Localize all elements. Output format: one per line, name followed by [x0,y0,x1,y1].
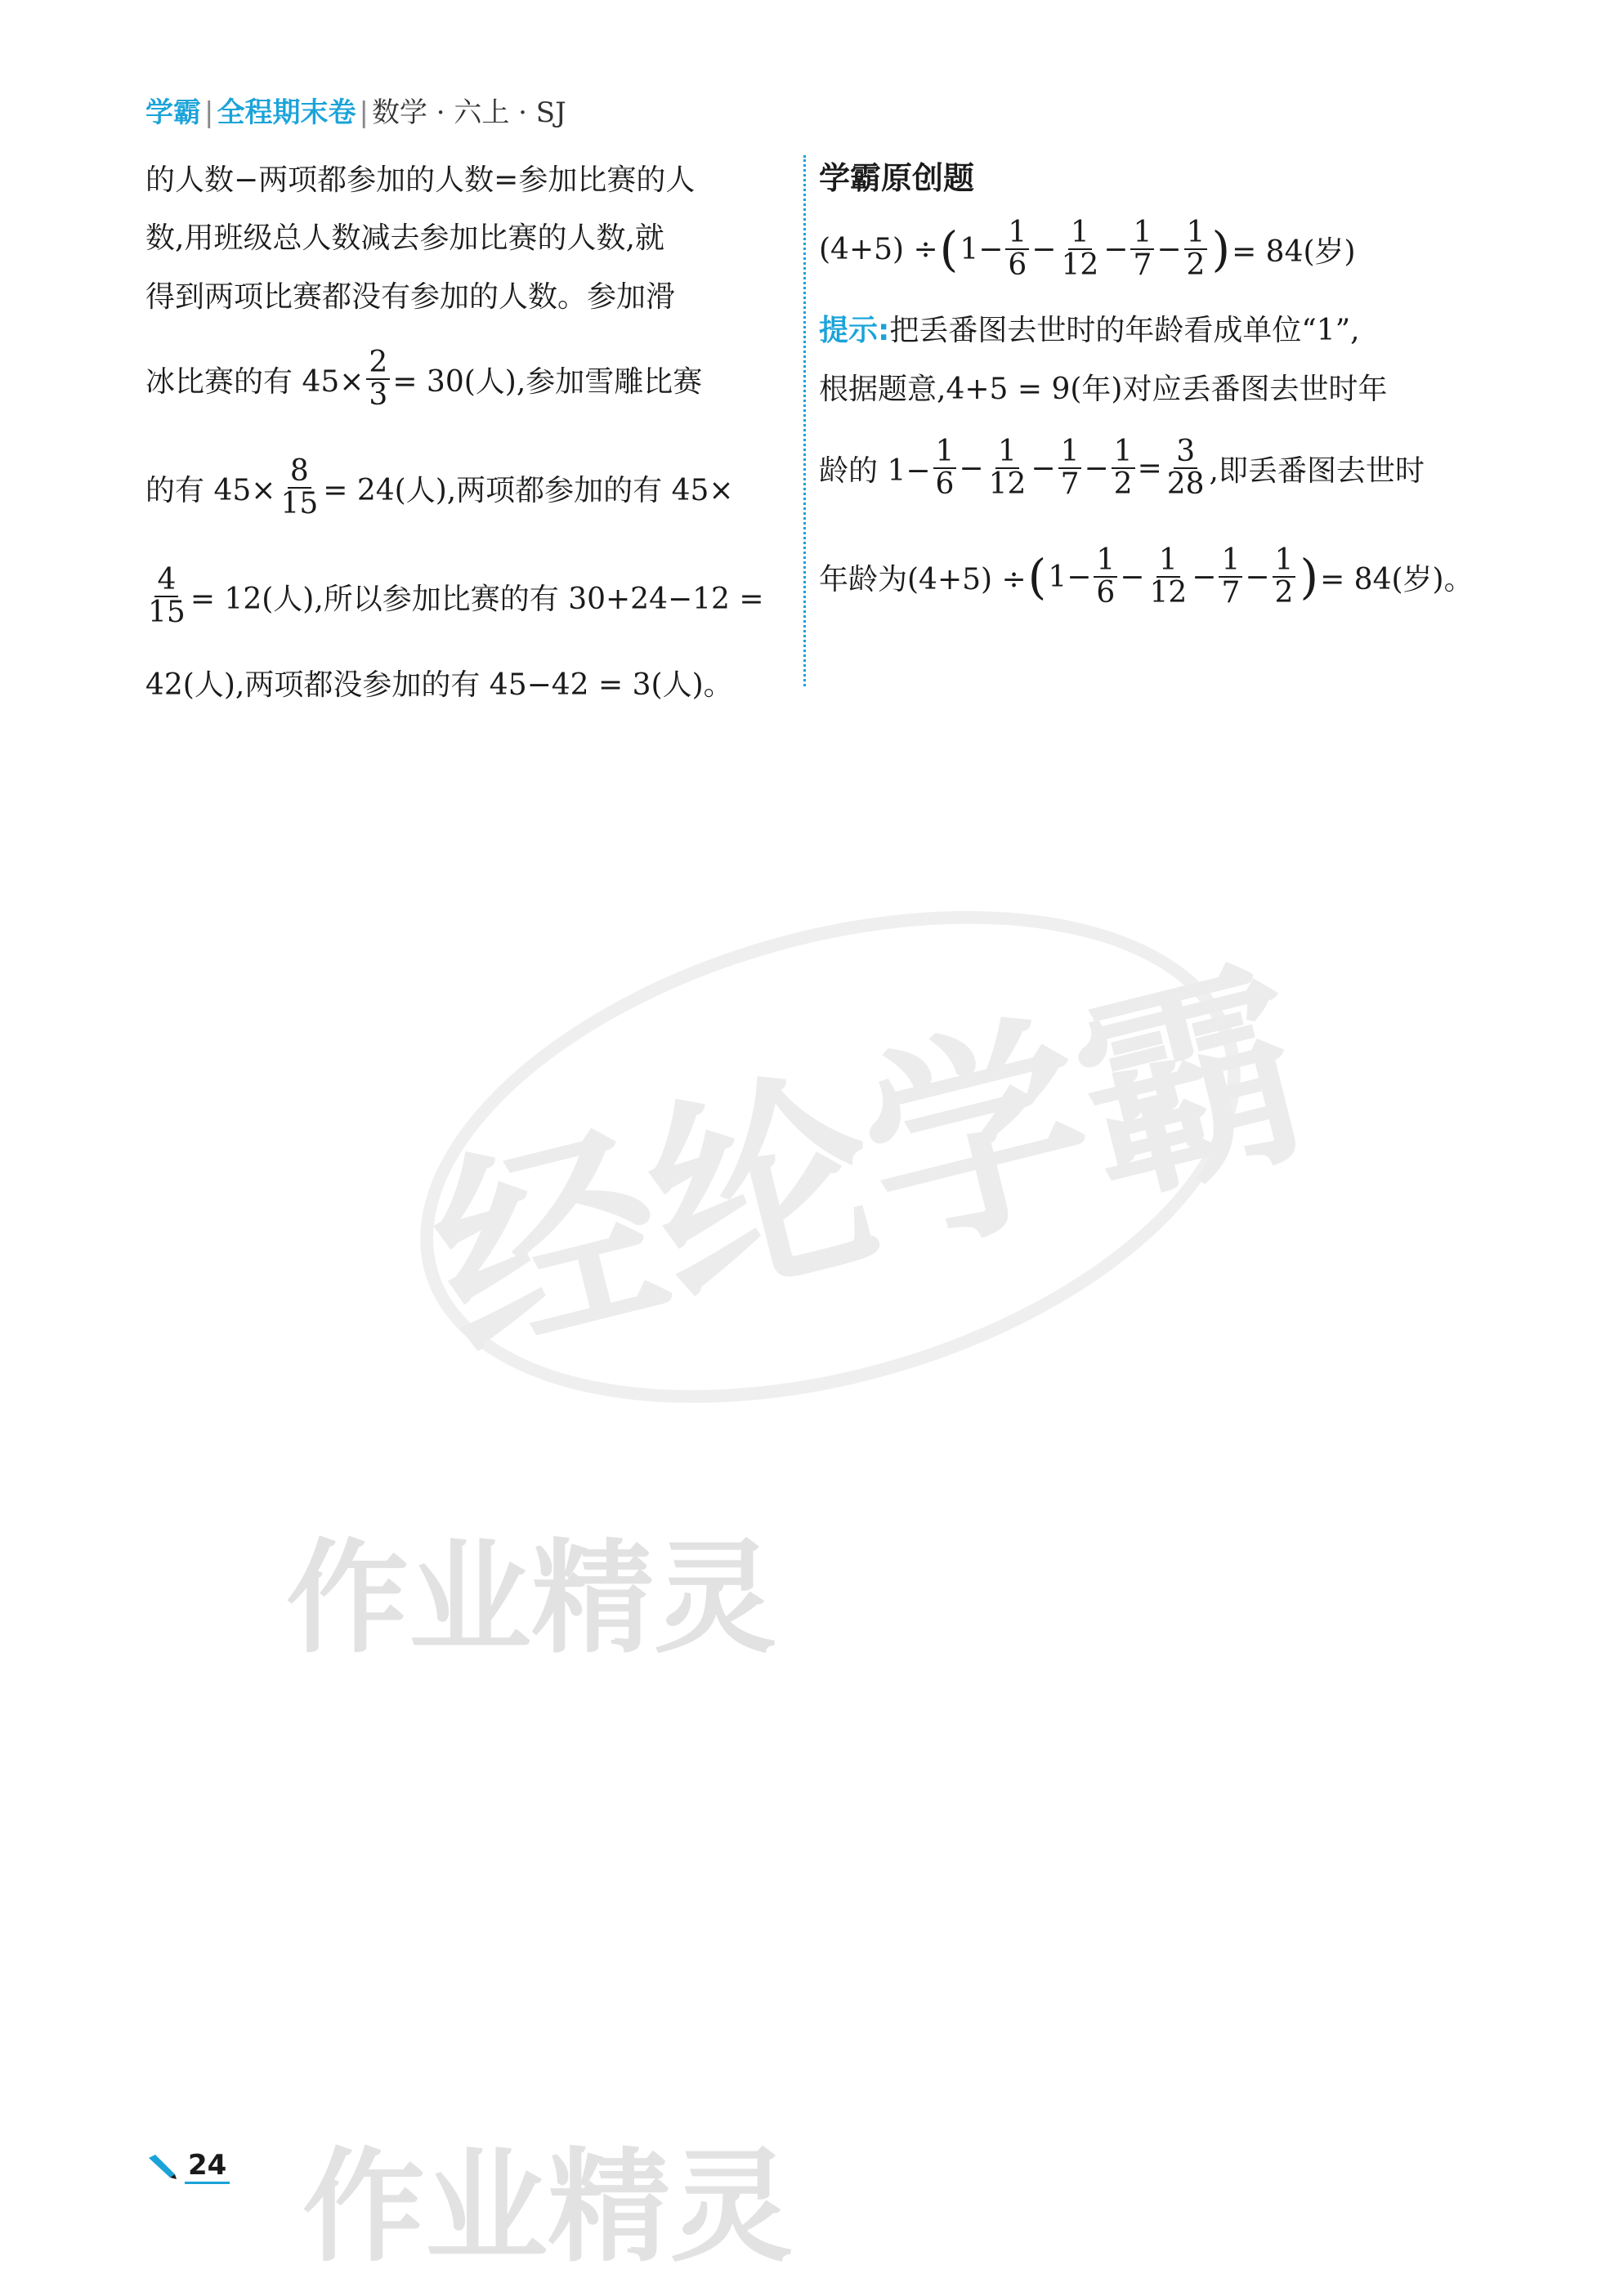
fraction: $\frac{1}{6}$ [1094,545,1117,609]
fraction: $\frac{1}{7}$ [1130,217,1154,281]
fraction: $\frac{3}{28}$ [1166,435,1205,501]
fraction: $\frac{1}{2}$ [1112,436,1135,500]
header-separator: | [359,96,369,129]
hint-line: 年龄为(4+5) ÷ ( 1− $\frac{1}{6}$ − $\frac{1}{12}$ − $\frac{1}{7}$ − $\frac{1}{2}$ ) = 84(岁)。 [819,543,1474,610]
fraction: $\frac{2}{3}$ [366,347,390,411]
text-line: $\frac{4}{15}$ = 12(人),所以参加比赛的有 30+24−12 = [145,541,783,652]
text-line: 42(人),两项都没参加的有 45−42 = 3(人)。 [145,668,733,702]
fraction: $\frac{4}{15}$ [148,563,186,629]
fraction: $\frac{1}{12}$ [988,435,1027,501]
text-line: 的有 45× $\frac{8}{15}$ = 24(人),两项都参加的有 45× [145,454,734,520]
hint-line: 根据题意,4+5 = 9(年)对应丢番图去世时年 [819,372,1388,406]
header-separator: | [204,96,214,129]
text-line: 得到两项比赛都没有参加的人数。参加滑 [145,279,676,314]
header-subject: 数学 · 六上 · SJ [371,96,566,129]
watermark-small: 作业精灵 [302,2137,794,2279]
watermark-main: 经纶学霸 [411,933,1331,1397]
section-title: 学霸原创题 [819,159,975,196]
fraction: $\frac{8}{15}$ [280,454,319,520]
header-series: 全程期末卷 [217,96,356,129]
hint-line: 提示:把丢番图去世时的年龄看成单位“1”, [819,313,1360,347]
fraction: $\frac{1}{12}$ [1149,543,1188,610]
page-header [145,96,566,129]
page-footer [145,2149,230,2184]
text-line: 冰比赛的有 45× $\frac{2}{3}$ = 30(人),参加雪雕比赛 [145,346,703,412]
left-column [145,149,783,712]
fraction: $\frac{1}{6}$ [933,436,957,500]
fraction: $\frac{1}{12}$ [1061,216,1099,282]
text-line: 的人数−两项都参加的人数=参加比赛的人 [145,163,696,197]
fraction: $\frac{1}{7}$ [1058,436,1082,500]
hint-line: 龄的 1− $\frac{1}{6}$ − $\frac{1}{12}$ − $\frac{1}{7}$ − $\frac{1}{2}$ = $\frac{3}{28}$ ,即丢番图去世时 [819,435,1425,501]
column-divider [803,155,806,686]
watermark-small: 作业精灵 [286,1528,777,1670]
fraction: $\frac{1}{2}$ [1184,217,1208,281]
fraction: $\frac{1}{2}$ [1273,545,1296,609]
text-line: 数,用班级总人数减去参加比赛的人数,就 [145,221,664,255]
answer-line: (4+5) ÷ ( 1− $\frac{1}{6}$ − $\frac{1}{12}$ − $\frac{1}{7}$ − $\frac{1}{2}$ ) = 84(岁) [819,216,1356,282]
page-number: 24 [185,2149,230,2184]
header-brand: 学霸 [145,96,201,129]
fraction: $\frac{1}{7}$ [1219,545,1242,609]
right-column [819,149,1474,632]
pencil-icon [145,2153,178,2181]
hint-label: 提示: [819,313,890,347]
fraction: $\frac{1}{6}$ [1005,217,1029,281]
